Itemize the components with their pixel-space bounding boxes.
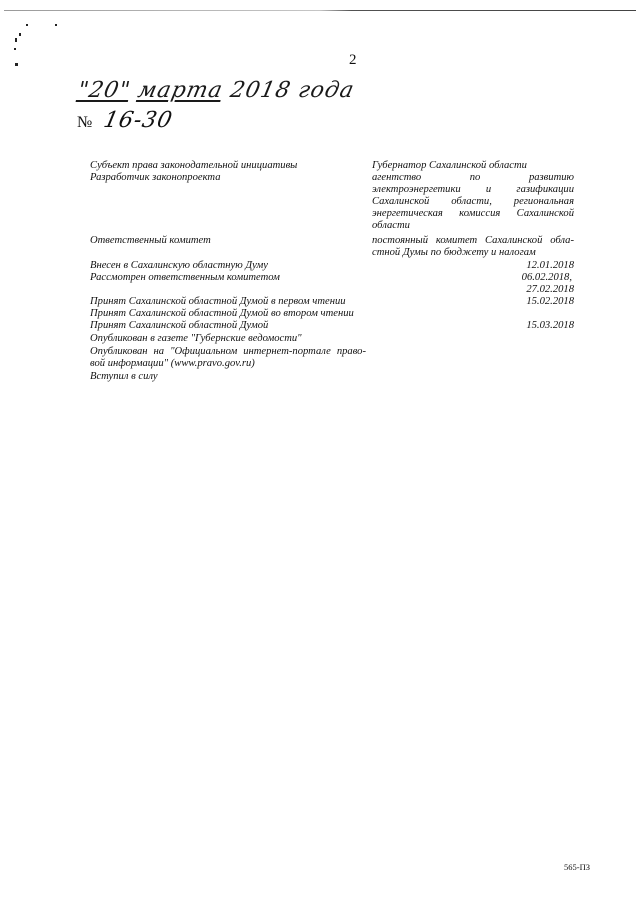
value-committee-line1: постоянный комитет Сахалинской обла- xyxy=(372,235,574,246)
label-reviewed-by-committee: Рассмотрен ответственным комитетом xyxy=(90,272,280,283)
value-developer-line4: энергетическая комиссия Сахалинской xyxy=(372,208,574,219)
value-submitted-date: 12.01.2018 xyxy=(526,260,574,271)
value-first-reading-date: 15.02.2018 xyxy=(526,296,574,307)
scan-speck xyxy=(26,24,28,26)
label-submitted-to-duma: Внесен в Сахалинскую областную Думу xyxy=(90,260,268,271)
label-adopted: Принят Сахалинской областной Думой xyxy=(90,320,269,331)
value-developer-line2: электроэнергетики и газификации xyxy=(372,184,574,195)
scan-speck xyxy=(55,24,57,26)
value-adopted-date: 15.03.2018 xyxy=(526,320,574,331)
value-developer-line5: области xyxy=(372,220,410,231)
page-number: 2 xyxy=(349,52,357,68)
document-number xyxy=(77,108,176,133)
value-committee-line2: стной Думы по бюджету и налогам xyxy=(372,247,536,258)
scan-speck xyxy=(15,63,18,66)
handwritten-month: марта xyxy=(135,78,226,103)
handwritten-date xyxy=(75,78,356,103)
value-initiative-subject: Губернатор Сахалинской области xyxy=(372,160,527,171)
label-published-portal-line1: Опубликован на "Официальном интернет-портале право- xyxy=(90,346,366,357)
handwritten-number: 16-30 xyxy=(101,108,176,133)
label-published-portal-line2: вой информации" (www.pravo.gov.ru) xyxy=(90,358,255,369)
value-reviewed-date2: 27.02.2018 xyxy=(526,284,574,295)
label-bill-developer: Разработчик законопроекта xyxy=(90,172,221,183)
footer-code: 565-ПЗ xyxy=(564,862,590,872)
label-first-reading: Принят Сахалинской областной Думой в первом чтении xyxy=(90,296,346,307)
label-entered-into-force: Вступил в силу xyxy=(90,371,158,382)
scan-speck xyxy=(14,48,16,50)
handwritten-year: 2018 года xyxy=(227,78,357,103)
scan-speck xyxy=(19,33,21,36)
value-developer-line1: агентство по развитию xyxy=(372,172,574,183)
scan-speck xyxy=(15,38,17,42)
label-responsible-committee: Ответственный комитет xyxy=(90,235,211,246)
label-second-reading: Принят Сахалинской областной Думой во втором чтении xyxy=(90,308,354,319)
number-sign: № xyxy=(77,114,93,131)
label-initiative-subject: Субъект права законодательной инициативы xyxy=(90,160,298,171)
value-reviewed-date1: 06.02.2018, xyxy=(521,272,572,283)
scan-top-edge xyxy=(4,10,636,11)
label-published-newspaper: Опубликован в газете "Губернские ведомости" xyxy=(90,333,302,344)
handwritten-day: "20" xyxy=(75,78,133,103)
value-developer-line3: Сахалинской области, региональная xyxy=(372,196,574,207)
